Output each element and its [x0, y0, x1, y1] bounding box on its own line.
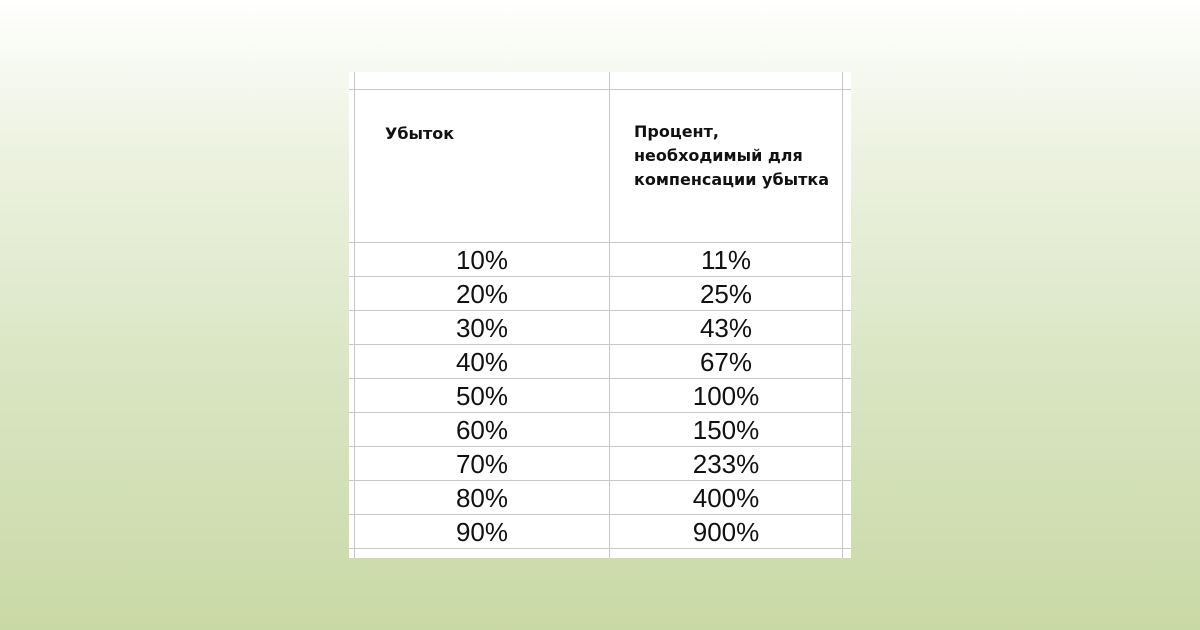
table-cell-recovery: 43% [699, 313, 753, 343]
table-cell-loss: 20% [455, 279, 509, 309]
table-cell-recovery: 400% [692, 483, 760, 513]
table-cell-recovery: 150% [692, 415, 760, 445]
table-cell-recovery: 233% [692, 449, 760, 479]
table-cell-loss: 90% [455, 517, 509, 547]
table-cell-loss: 60% [455, 415, 509, 445]
table-cell-recovery: 67% [699, 347, 753, 377]
table-cell-recovery: 25% [699, 279, 753, 309]
table-cell-recovery: 11% [700, 245, 752, 275]
spreadsheet-table [349, 72, 851, 558]
table-cell-recovery: 900% [692, 517, 760, 547]
table-cell-loss: 50% [455, 381, 509, 411]
column-header-loss: Убыток [385, 124, 455, 143]
grid-line-top [349, 89, 851, 90]
table-cell-loss: 40% [455, 347, 509, 377]
table-cell-loss: 30% [455, 313, 509, 343]
table-cell-recovery: 100% [692, 381, 760, 411]
table-cell-loss: 10% [455, 245, 509, 275]
table-cell-loss: 70% [455, 449, 509, 479]
table-cell-loss: 80% [455, 483, 509, 513]
column-header-recovery-percent: Процент, необходимый для компенсации убытка [634, 122, 830, 189]
grid-line-right [842, 72, 843, 558]
